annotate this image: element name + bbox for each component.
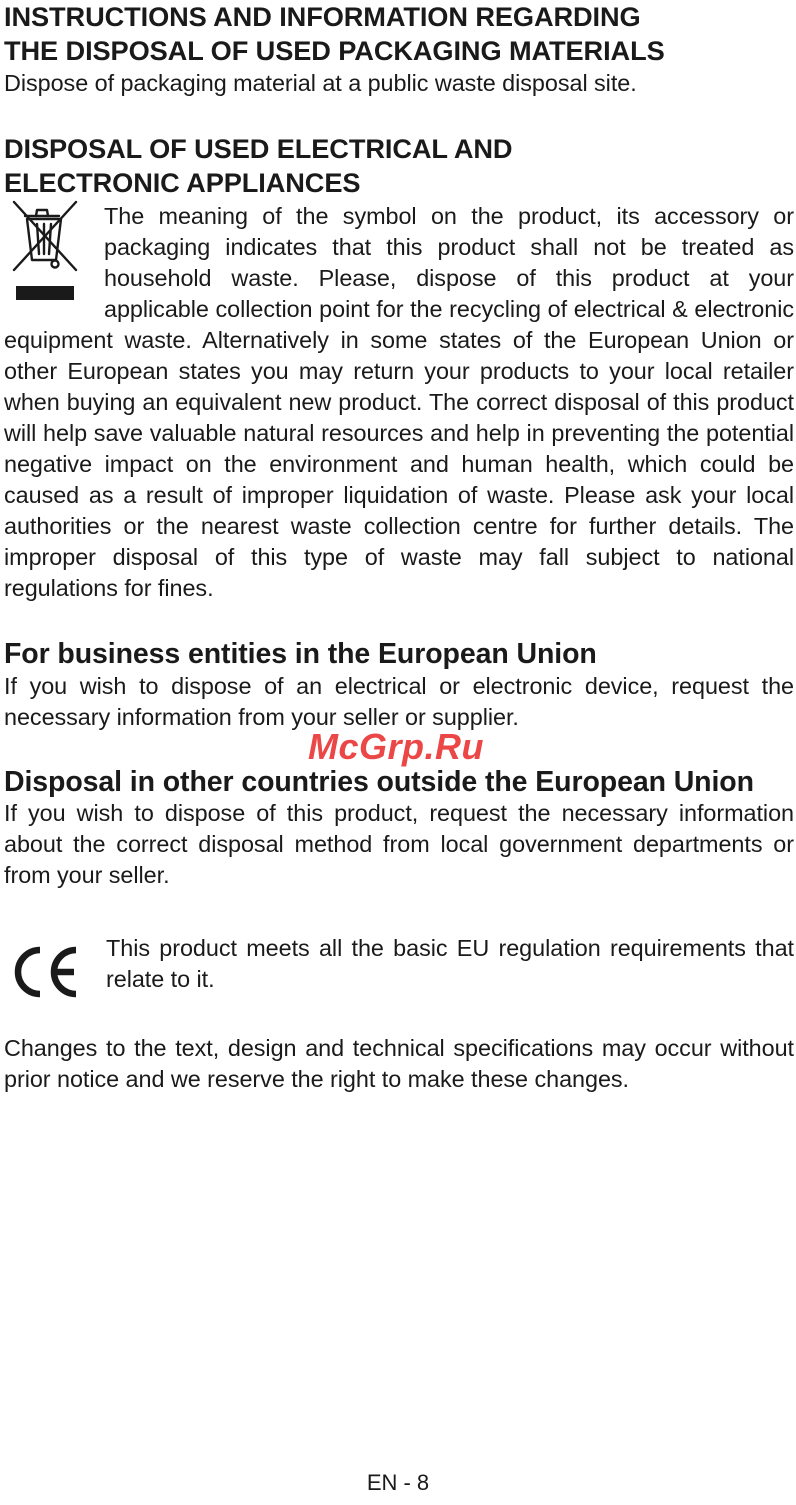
spacer [4, 1003, 794, 1033]
heading-line: INSTRUCTIONS AND INFORMATION REGARDING [4, 1, 641, 32]
section-text: The meaning of the symbol on the product, its accessory or packaging indicates that this product shall not be treated as household waste. Please, dispose of this product at your applicable collection point for the recycling of electrical & electronic equipment waste. Alternatively in some states of the European Union or other European states you may return your products to your local retailer when buying an equivalent new product. The correct disposal of this product will help save valuable natural resources and help in preventing the potential negative impact on the environment and human health, which could be caused as a result of improper liquidation of waste. Please ask your local authorities or the nearest waste collection centre for further details. The improper disposal of this type of waste may fall subject to national regulations for fines. [4, 203, 794, 601]
business-entities-section [4, 637, 794, 733]
section-heading: Disposal in other countries outside the European Union [4, 766, 754, 798]
manual-page [4, 0, 794, 1095]
outside-eu-section [4, 766, 794, 891]
weee-disposal-section [4, 132, 794, 604]
section-text: Changes to the text, design and technical specifications may occur without prior notice and we reserve the right to make these changes. [4, 1035, 794, 1092]
spacer [4, 891, 794, 933]
heading-line: DISPOSAL OF USED ELECTRICAL AND [4, 133, 513, 164]
ce-section [4, 933, 794, 1003]
section-text: If you wish to dispose of this product, request the necessary information about the correct disposal method from local government departments or from your seller. [4, 800, 794, 888]
heading-line: ELECTRONIC APPLIANCES [4, 167, 361, 198]
watermark-text: McGrp.Ru [308, 726, 485, 767]
spacer [4, 604, 794, 637]
section-heading: For business entities in the European Union [4, 638, 597, 670]
page-number: EN - 8 [366, 1470, 430, 1495]
spacer [4, 733, 794, 766]
section-heading [4, 0, 794, 68]
section-text: This product meets all the basic EU regulation requirements that relate to it. [106, 935, 794, 992]
section-heading [4, 132, 794, 200]
spacer [4, 99, 794, 132]
ce-mark-icon [8, 941, 82, 1003]
section-text: Dispose of packaging material at a public waste disposal site. [4, 70, 637, 96]
crossed-out-wheeled-bin-icon [8, 200, 80, 304]
changes-notice-section [4, 1033, 794, 1095]
weee-block [4, 200, 794, 604]
heading-line: THE DISPOSAL OF USED PACKAGING MATERIALS [4, 35, 665, 66]
section-text: If you wish to dispose of an electrical or electronic device, request the necessary information from your seller or supplier. [4, 673, 794, 730]
packaging-disposal-section [4, 0, 794, 99]
